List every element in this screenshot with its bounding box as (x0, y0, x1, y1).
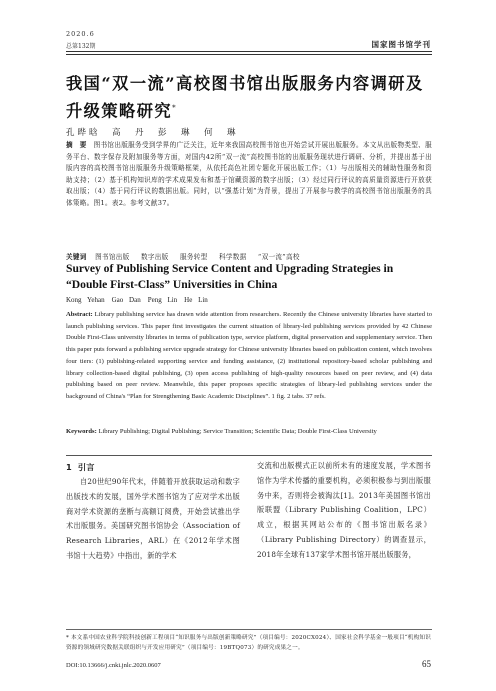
title-footnote-mark: * (172, 104, 178, 112)
page-number: 65 (422, 659, 431, 669)
body-column-right (257, 459, 431, 563)
header-rule (66, 51, 432, 52)
article-title-en: Survey of Publishing Service Content and Upgrading Strategies in “Double First-Class” Universities in China (66, 262, 394, 291)
authors-en: Kong Yehan Gao Dan Peng Lin He Lin (66, 296, 208, 304)
keywords-cn (66, 251, 309, 261)
keywords-en (66, 426, 432, 438)
footnote: * 本文系中国农业科学院科技创新工程项目“知识服务与出版创新策略研究”（项目编号：2020CX024）、国家社会科学基金一般项目“机构知识资源的领域研究数据关联组织与开发应用研究”（项目编号：19BTQ073）的研究成果之一。 (66, 635, 431, 651)
article-title-cn (66, 72, 436, 123)
body-column-left (66, 459, 240, 564)
header-rule-thin (66, 54, 432, 55)
abstract-en-text: Library publishing service has drawn wide attention from researchers. Recently the Chinese university libraries have started to launch publishing services. This paper first investigates the current situation of library-led publishing services provided by 42 Chinese Double First-Class university libraries in terms of publication type, service platform, digital preservation and supplementary service. Then this paper puts forward a publishing service upgrade strategy for Chinese university libraries based on publication content, which involves four tiers: (1) publishing-related supporting service and funding assistance, (2) institutional repository-based scholar publishing and library collection-based digital publishing, (3) open access publishing of high-quality resources based on peer review, and (4) data publishing based on peer review. Meanwhile, this paper proposes specific strategies of library-led publishing services under the background of China's “Plan for Strengthening Basic Academic Disciplines”. 1 fig. 2 tabs. 37 refs. (66, 311, 432, 400)
section-heading (66, 459, 240, 475)
doi: DOI:10.13666/j.cnki.jnlc.2020.0607 (66, 662, 161, 669)
keywords-en-text: Library Publishing; Digital Publishing; Service Transition; Scientific Data; Double First-Class University (98, 428, 377, 435)
keyword-cn: 图书馆出版 (95, 253, 130, 261)
abstract-cn (66, 140, 432, 210)
keywords-cn-label: 关键词 (66, 253, 87, 261)
title-cn-text: 我国“双一流”高校图书馆出版服务内容调研及升级策略研究 (66, 74, 424, 121)
abstract-cn-label: 摘 要 (66, 141, 87, 149)
body-paragraph-continued: 交流和出版模式正以前所未有的速度发展，学术图书馆作为学术传播的重要机构，必须积极参与到出版服务中来，否则将会被淘汰[1]。2013年美国图书馆出版联盟（Library Publishing Coalition，LPC）成立，根据其网站公布的《图书馆出版名录》（Library Publishing Directory）的调查显示，2018年全球有137家学术图书馆开展出版服务， (257, 461, 431, 559)
footnote-rule (66, 629, 432, 630)
keyword-cn: 数字出版 (140, 253, 169, 261)
section-title: 引言 (77, 462, 95, 472)
abstract-en (66, 309, 432, 403)
keyword-cn: “双一流”高校 (257, 253, 300, 261)
section-divider (66, 455, 432, 456)
abstract-en-label: Abstract: (66, 311, 93, 318)
body-paragraph: 自20世纪90年代末，伴随着开放获取运动和数字出版技术的发展，国外学术图书馆为了应对学术出版商对学术资源的垄断与高额订阅费，开始尝试推出学术出版服务。美国研究图书馆协会（Association of Research Libraries，ARL）在《2012年学术图书馆十大趋势》中指出，新的学术 (66, 477, 240, 560)
section-number: 1 (66, 462, 72, 472)
keyword-cn: 服务转型 (179, 253, 208, 261)
keyword-cn: 科学数据 (218, 253, 247, 261)
header-date: 2020.6 (66, 30, 95, 38)
authors-cn: 孔晔晗 高 丹 彭 琳 何 琳 (66, 128, 239, 138)
abstract-cn-text: 图书馆出版服务受到学界的广泛关注，近年来我国高校图书馆也开始尝试开展出版服务。本文从出版物类型、服务平台、数字保存及附加服务等方面，对国内42所“双一流”高校图书馆的出版服务现状进行调研、分析，并提出基于出版内容的高校图书馆出版服务升级策略框架，从依托高色社团专题化开展出版工作；（1）与出版相关的辅助性服务和资助支持；（2）基于机构知识库的学术成果发布和基于馆藏资源的数字出版；（3）经过同行评议的高质量资源进行开放获取出版；（4）基于同行评议的数据出版。同时，以“强基计划”为背景，提出了开展参与教学的高校图书馆出版服务的具体策略。图1。表2。参考文献37。 (66, 141, 432, 207)
header-issue: 总第132期 (66, 43, 96, 50)
journal-name: 国家图书馆学刊 (371, 40, 431, 49)
keywords-en-label: Keywords: (66, 428, 97, 435)
